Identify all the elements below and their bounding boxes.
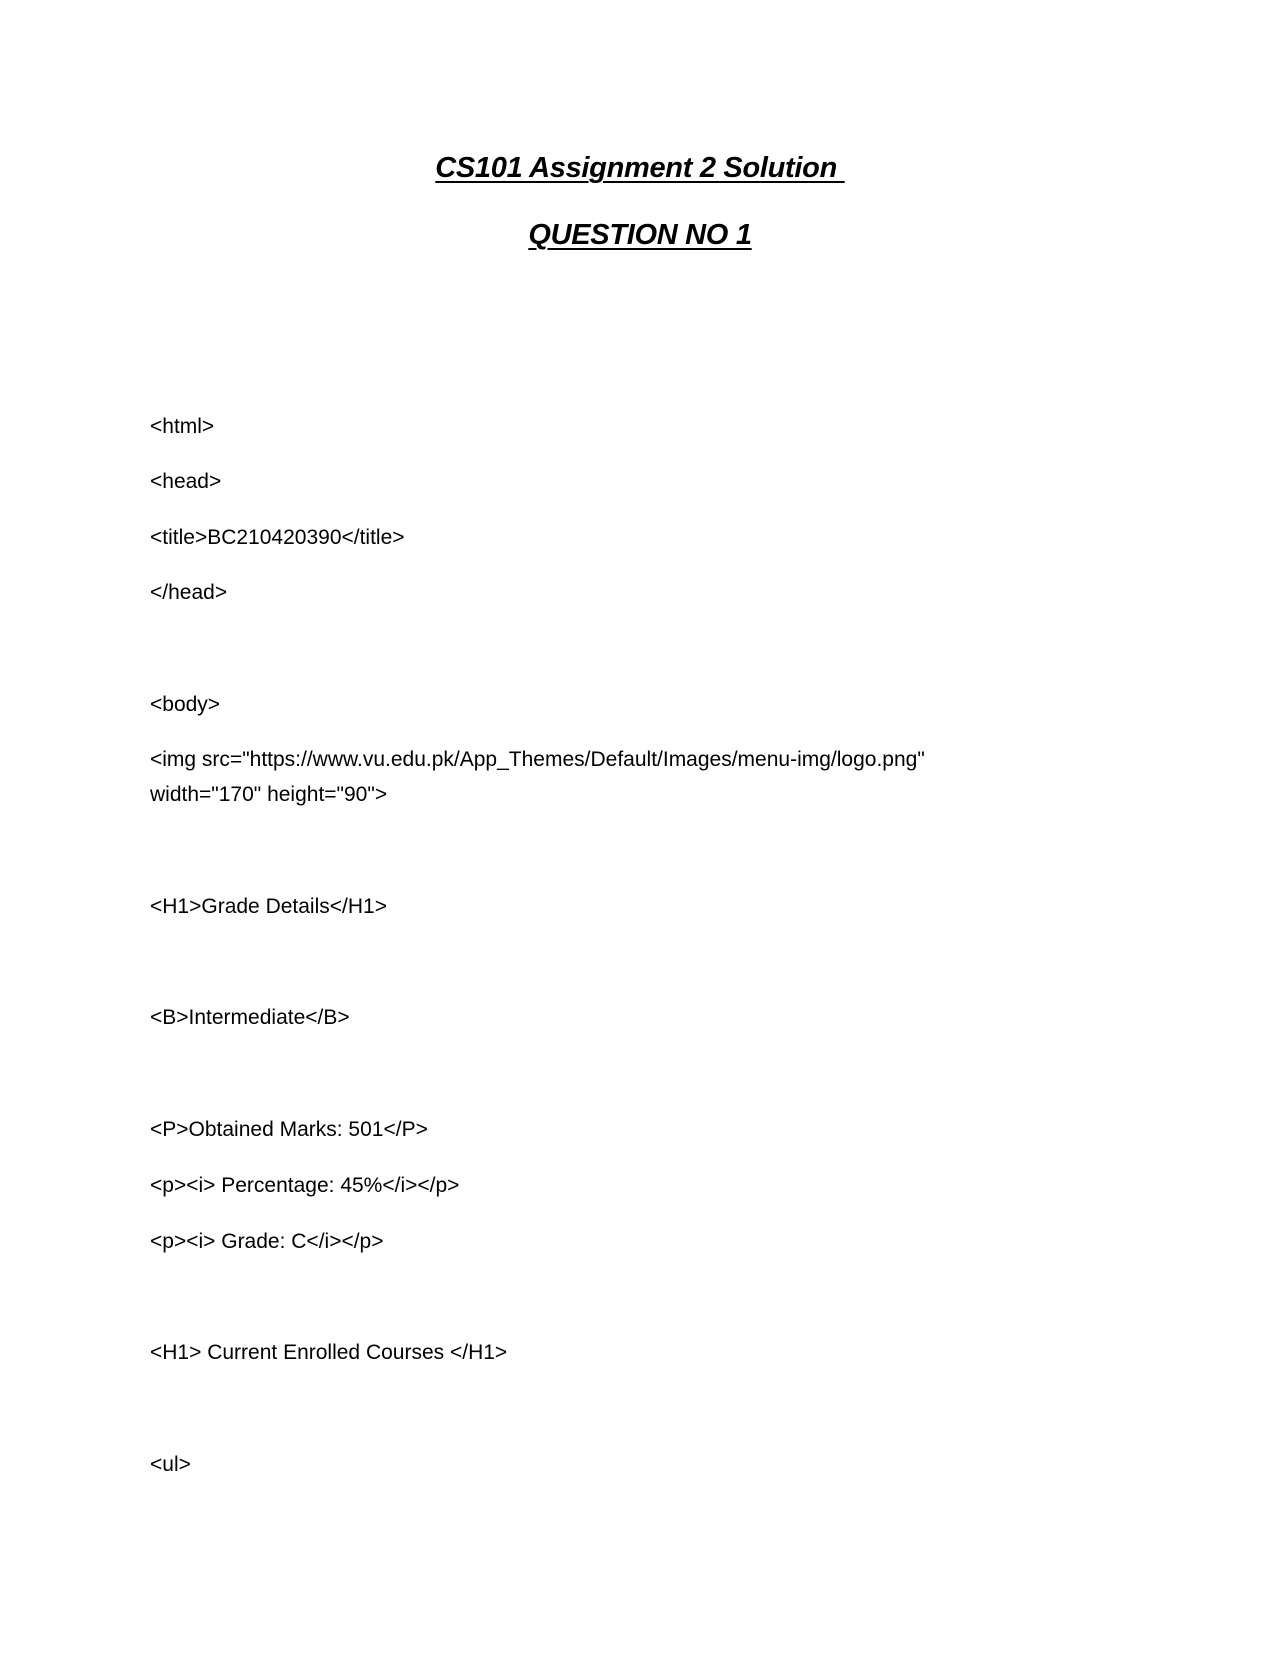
code-line-body-open: <body> <box>150 693 221 716</box>
code-line-ul-open: <ul> <box>150 1453 191 1476</box>
code-line-head-close: </head> <box>150 581 228 604</box>
question-heading: QUESTION NO 1 <box>528 219 752 251</box>
code-line-h1-courses: <H1> Current Enrolled Courses </H1> <box>150 1341 508 1364</box>
code-line-img-src: <img src="https://www.vu.edu.pk/App_Themes/Default/Images/menu-img/logo.png" <box>150 748 925 771</box>
code-line-img-size: width="170" height="90"> <box>150 783 388 806</box>
document-title: CS101 Assignment 2 Solution <box>435 152 845 184</box>
code-line-obtained-marks: <P>Obtained Marks: 501</P> <box>150 1118 428 1141</box>
code-line-percentage: <p><i> Percentage: 45%</i></p> <box>150 1174 460 1197</box>
code-line-b-intermediate: <B>Intermediate</B> <box>150 1006 350 1029</box>
code-line-html-open: <html> <box>150 415 215 438</box>
code-line-grade: <p><i> Grade: C</i></p> <box>150 1230 384 1253</box>
code-line-title: <title>BC210420390</title> <box>150 526 405 549</box>
code-line-head-open: <head> <box>150 470 222 493</box>
code-line-h1-grade-details: <H1>Grade Details</H1> <box>150 895 387 918</box>
